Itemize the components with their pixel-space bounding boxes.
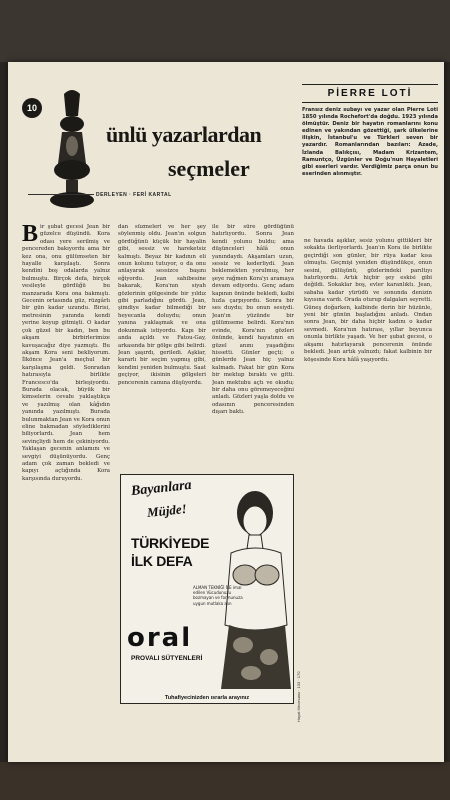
ad-headline-2: İLK DEFA [131,553,193,569]
oral-advertisement [120,474,294,704]
table-top-surface [0,0,450,62]
article-column-3-text: ile bir süre gördüğünü hatırlıyordu. Sonra Jean kendi yolunu buldu; ama düşünceleri hâlâ onun yanındaydı. Akşamları uzun, sessiz ve kederliydi. Jean beklemekten yorulmuş, her şeye rağmen Kora'yı aramaya devam ediyordu. Genç adam kapının önünde bekledi, kalbi hızla çarpıyordu. Sonra bir ses duydu; bu onun sesiydi. Jean'ın yüzünde bir gülümseme belirdi. Kora'nın evinde, Kora'nın gözleri önünde, kendi hayatının en güzel anını yaşadığını hissetti. Günler geçti; o günlerde Jean hiç yalnız kalmadı. Fakat bir gün Kora bir mektup bıraktı ve gitti. Jean mektubu açtı ve okudu; bir daha onu göremeyeceğini anladı. Gözleri yaşla doldu ve odasının penceresinden dışarı baktı. [212,224,294,416]
page-number: 10 [22,98,42,118]
article-column-2-text: dan süzmeleri ve her şey söylenmiş oldu. Jean'ın solgun gördüğünü küçük bir hayalin gibi, sessiz ve hareketsiz kalmıştı. Beyaz bir kadının eli onun kolunu tutuyor, o da onu anlayarak sessizce başını eğiyordu. Jean sahibesine bakarak, Kora'nın siyah gözlerinin gölgesinde bir yıldız gibi parladığını gördü. Jean, şimdiye kadar bilmediği bir heyecanla doluydu; onun yanına yaklaşmak ve ona dokunmak istiyordu. Kapı bir anda açıldı ve Fatou-Gay, arkasında bir gölge gibi belirdi. Jean şaşırdı, geriledi. Aşklar, kararlı bir seçim yapmış gibi, kendini yeniden bulmuştu. Saat geçiyor, ikisinin gölgeleri pencerenin camına düşüyordu. [118,224,206,386]
drop-cap: B [22,224,39,247]
article-column-1 [22,224,110,750]
byline: DERLEYEN · FERİ KARTAL [96,192,172,198]
magazine-page [8,62,444,762]
author-info-box [302,84,438,234]
ad-script-headline: Bayanlara [130,477,193,500]
article-header [18,82,286,218]
article-title-line2: seçmeler [168,156,250,181]
ad-small-text: ALMAN TEKNİĞİ İLE imal edilen Vücudunuzu bozmayan ve formunuza uygun mutlaka alın [193,585,243,606]
article-column-2 [118,224,206,468]
article-column-4-text: ne havada aşıklar, sesiz yolunu gittikleri bir sokakta ilerliyorlardı. Jean'ın Kora ile birlikte geçirdiği son günler, bir rüya kadar kısa olmuştu. Geçmişi yeniden düşündükçe, onun sesini, gülüşünü, gözlerindeki parıltıyı hatırlıyordu. Artık hiçbir şey eskisi gibi değildi. Sokaklar boş, evler karanlıktı. Jean, sabaha kadar yürüdü ve sonunda denizin kıyısına vardı. Orada oturup dalgaları seyretti. Güneş doğarken, kalbinde derin bir hüzünle, yeni bir günün başladığını anladı. Ondan sonra Jean, bir daha hiçbir kadını o kadar sevmedi. Kora'nın hatırası, yıllar boyunca onunla birlikte yaşadı. Ve her şubat gecesi, o akşamı hatırlayarak pencerenin önünde bekledi. Jean artık yalnızdı; fakat kalbinin bir köşesinde Kora hâlâ yaşıyordu. [304,238,432,363]
ad-product-line: PROVALI SÜTYENLERİ [131,655,203,662]
author-name: PİERRE LOTİ [302,84,438,103]
ad-brand-logo: oral [127,623,193,653]
side-print-note: Hayat Mecmuası · 133 · 170 [296,671,301,722]
woman-figure-illustration [209,475,293,689]
byline-rule [28,194,94,195]
article-column-3 [212,224,294,468]
article-column-4 [304,238,432,750]
ad-footer: Tuhafiyecinizden ısrarla arayınız [164,695,250,701]
article-column-1-text: ir şubat gecesi Jean bir güzelce düşündü. Kora odası yere serilmiş ve pencereden bakıyordu ama bir kez ona, onu gülümseten bir hayalle karşılaştı. Sonra kendini boş odalarda yalnız bulmuştu. Birçok defa, birçok vesileyle gördüğü bu manzarada Kora ona bakmıştı. Gecenin ortasında güz, rüzgârlı bir gün kadar uzundu. Birisi, metresinin yanında kendi yerine koyup gitmişti. O kadar çok güzel bir kadın, ben bu akşam birbirlerimize kavuşacağız diye yazmıştı. Bu akşam Kora seni bekliyorum. İlkönce Jean'a meçhul bir karşılaşma geldi. Sonradan hatırasıyla birlikte Francesco'da birleşiyordu. Burada olacak, büyük bir kimselerin cevabı yaklaştıkça ve yazılmış olan kâğıdın yanında yazılmıştı. Burada bulunmaktan Jean ve Kora onun eline bakmadan söylediklerini biliyorlardı. Jean hem sevinçliydi hem de çekiniyordu. Yaklaşan gecenin anlamını ve sevgiyi düşünüyordu. Genç adam çok zaman bekledi ve kapıyı açtığında Kora karşısında duruyordu. [22,224,110,482]
article-title-line1: ünlü yazarlardan [106,122,262,147]
ad-script-subheadline: Müjde! [146,500,188,521]
table-bottom-surface [0,762,450,800]
author-bio: Fransız deniz subayı ve yazar olan Pierre Loti 1850 yılında Rochefort'da doğdu. 1923 yılında ölmüştür. Deniz bir hayatın romanlarını konu edinen ve yakından gözettiği, şark ülkelerine ilişkin, İstanbul'u ve Türkleri seven bir yazardır. Romanlarından bazıları: Azade, İzlanda Balıkçısı, Madam Krizantem, Ramuntço, Üzgünler ve Doğu'nun Hayaletleri gibi eserleri vardır. Verdiğimiz parça onun bu eserinden alınmıştır. [302,107,438,177]
oil-lamp-icon [42,86,102,216]
ad-headline-1: TÜRKİYEDE [131,535,210,551]
